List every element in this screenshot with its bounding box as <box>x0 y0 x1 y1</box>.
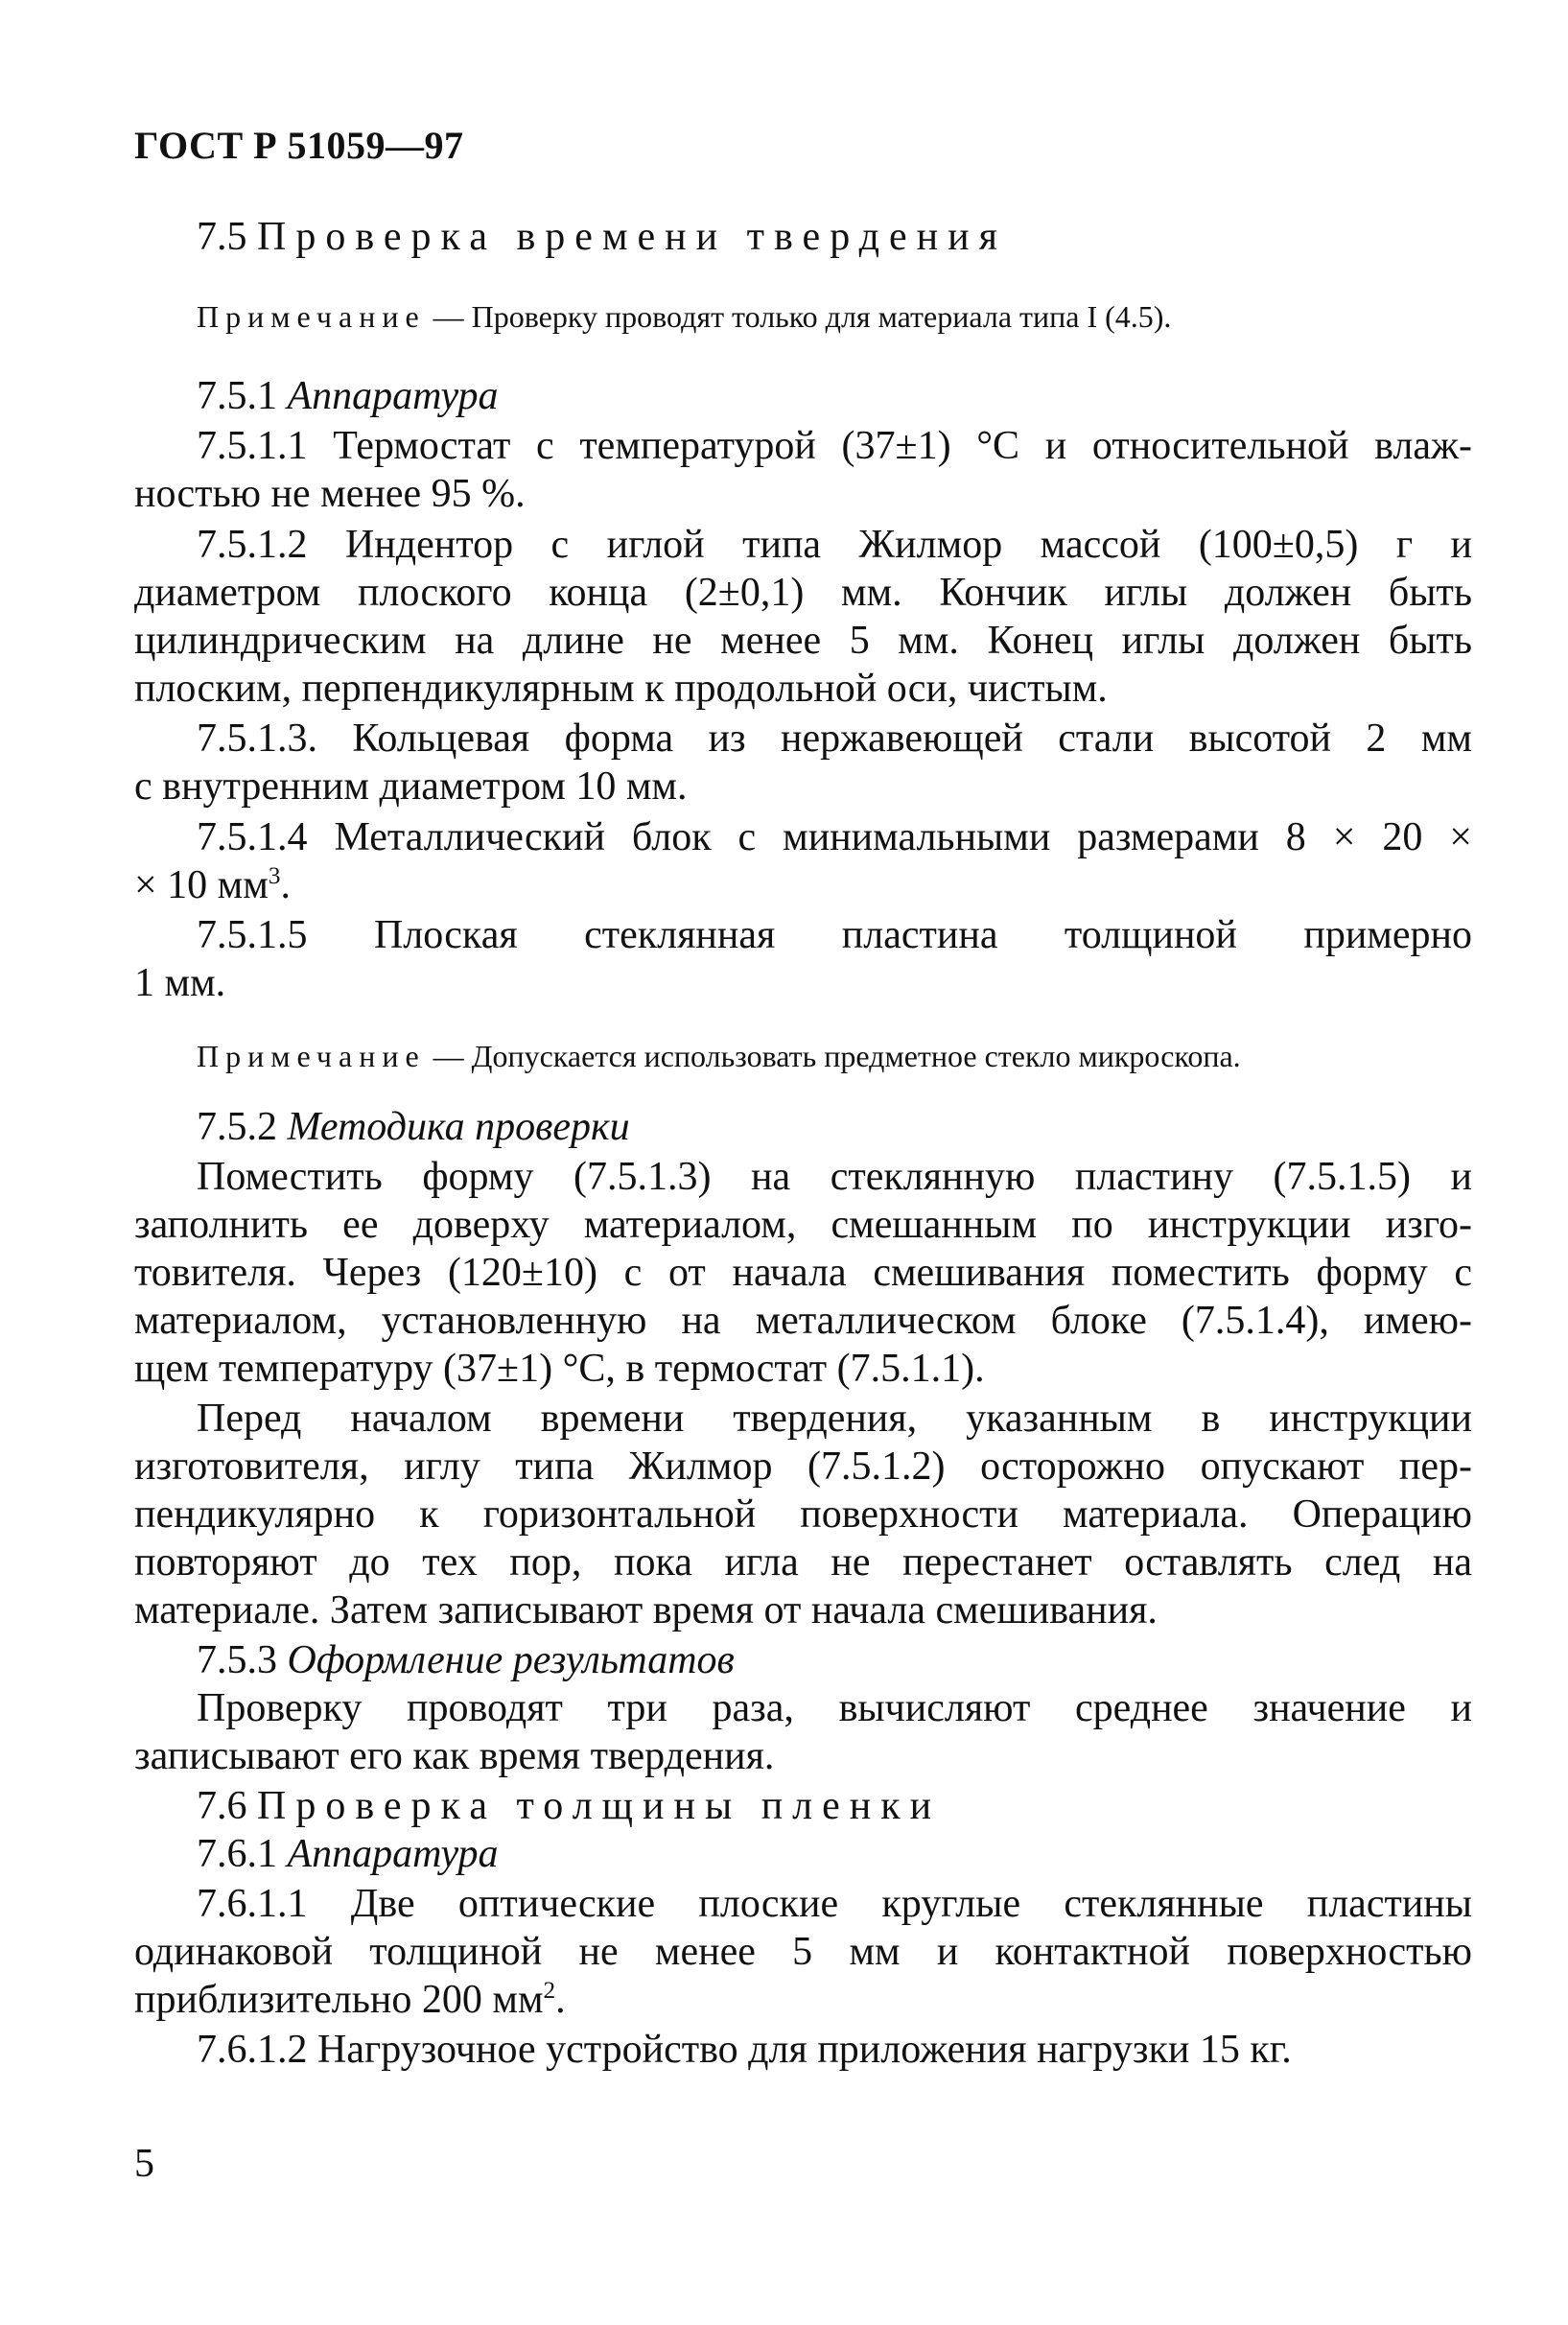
section-number: 7.6 <box>197 1784 247 1828</box>
paragraph-line: 7.5.1.1 Термостат с температурой (37±1) °С и относительной влаж- <box>197 424 1472 468</box>
paragraph-line: ностью не менее 95 %. <box>134 472 526 516</box>
subsection-title: Оформление результатов <box>287 1638 735 1682</box>
paragraph-text: . <box>280 863 291 907</box>
paragraph-text: приблизительно 200 мм <box>134 1978 544 2022</box>
paragraph-line: щем температуру (37±1) °С, в термостат (7.5.1.1). <box>134 1347 985 1391</box>
paragraph-line: 7.5.1.2 Индентор с иглой типа Жилмор массой (100±0,5) г и <box>197 523 1472 567</box>
paragraph-line: 7.5.1.5 Плоская стеклянная пластина толщиной примерно <box>197 913 1472 957</box>
paragraph-line: 7.6.1.1 Две оптические плоские круглые стеклянные пластины <box>197 1882 1472 1926</box>
note-microscope-glass <box>197 1039 1241 1074</box>
paragraph-line: товителя. Через (120±10) с от начала смешивания поместить форму с <box>134 1251 1472 1295</box>
paragraph-line: Перед началом времени твердения, указанным в инструкции <box>197 1397 1472 1441</box>
paragraph-line: 7.6.1.2 Нагрузочное устройство для приложения нагрузки 15 кг. <box>197 2028 1292 2072</box>
section-title: Проверка толщины пленки <box>257 1784 942 1828</box>
note-label: Примечание <box>197 299 426 334</box>
paragraph-line: одинаковой толщиной не менее 5 мм и контактной поверхностью <box>134 1930 1472 1974</box>
paragraph-line: заполнить ее доверху материалом, смешанным по инструкции изго- <box>134 1203 1472 1247</box>
note-label: Примечание <box>197 1039 426 1073</box>
subsection-title: Аппаратура <box>287 1832 499 1876</box>
note-dash: — <box>425 299 472 334</box>
subsection-heading-7-6-1 <box>197 1830 499 1878</box>
subsection-number: 7.5.1 <box>197 374 277 418</box>
paragraph-line: изготовителя, иглу типа Жилмор (7.5.1.2) осторожно опускают пер- <box>134 1444 1472 1489</box>
subsection-title: Аппаратура <box>287 374 499 418</box>
paragraph-line: 7.5.1.4 Металлический блок с минимальными размерами 8 × 20 × <box>197 815 1472 859</box>
subsection-number: 7.5.2 <box>197 1105 277 1149</box>
subsection-heading-7-5-2 <box>197 1103 630 1151</box>
subsection-number: 7.5.3 <box>197 1638 277 1682</box>
superscript: 2 <box>543 1978 556 2004</box>
paragraph-line: повторяют до тех пор, пока игла не перестанет оставлять след на <box>134 1540 1472 1585</box>
paragraph-line <box>134 861 291 909</box>
subsection-number: 7.6.1 <box>197 1832 277 1876</box>
standard-header: ГОСТ Р 51059—97 <box>134 124 464 167</box>
paragraph-line: с внутренним диаметром 10 мм. <box>134 764 688 809</box>
note-text: Допускается использовать предметное стекло микроскопа. <box>471 1039 1241 1073</box>
paragraph-line: материалом, установленную на металлическом блоке (7.5.1.4), имею- <box>134 1299 1472 1343</box>
paragraph-line: записывают его как время твердения. <box>134 1734 775 1778</box>
superscript: 3 <box>268 863 281 889</box>
section-heading-7-6 <box>197 1782 941 1830</box>
section-title: Проверка времени твердения <box>257 215 1007 259</box>
paragraph-line: 7.5.1.3. Кольцевая форма из нержавеющей стали высотой 2 мм <box>197 716 1472 761</box>
paragraph-text: × 10 мм <box>134 863 269 907</box>
paragraph-line: цилиндрическим на длине не менее 5 мм. Конец иглы должен быть <box>134 619 1472 663</box>
paragraph-line: диаметром плоского конца (2±0,1) мм. Кончик иглы должен быть <box>134 571 1472 615</box>
paragraph-text: . <box>555 1978 566 2022</box>
note-dash: — <box>425 1039 472 1073</box>
paragraph-line: плоским, перпендикулярным к продольной оси, чистым. <box>134 667 1108 711</box>
subsection-title: Методика проверки <box>287 1105 630 1149</box>
note-type-restriction <box>197 299 1171 335</box>
paragraph-line <box>134 1976 566 2024</box>
paragraph-line: материале. Затем записывают время от начала смешивания. <box>134 1588 1158 1632</box>
subsection-heading-7-5-1 <box>197 372 499 420</box>
note-text: Проверку проводят только для материала типа I (4.5). <box>471 299 1172 334</box>
page-number: 5 <box>134 2142 154 2186</box>
subsection-heading-7-5-3 <box>197 1636 735 1684</box>
paragraph-line: Поместить форму (7.5.1.3) на стеклянную пластину (7.5.1.5) и <box>197 1155 1472 1199</box>
paragraph-line: 1 мм. <box>134 961 226 1005</box>
paragraph-line: Проверку проводят три раза, вычисляют среднее значение и <box>197 1686 1472 1730</box>
paragraph-line: пендикулярно к горизонтальной поверхности материала. Операцию <box>134 1492 1472 1537</box>
section-number: 7.5 <box>197 215 247 259</box>
section-heading-7-5 <box>197 213 1007 261</box>
